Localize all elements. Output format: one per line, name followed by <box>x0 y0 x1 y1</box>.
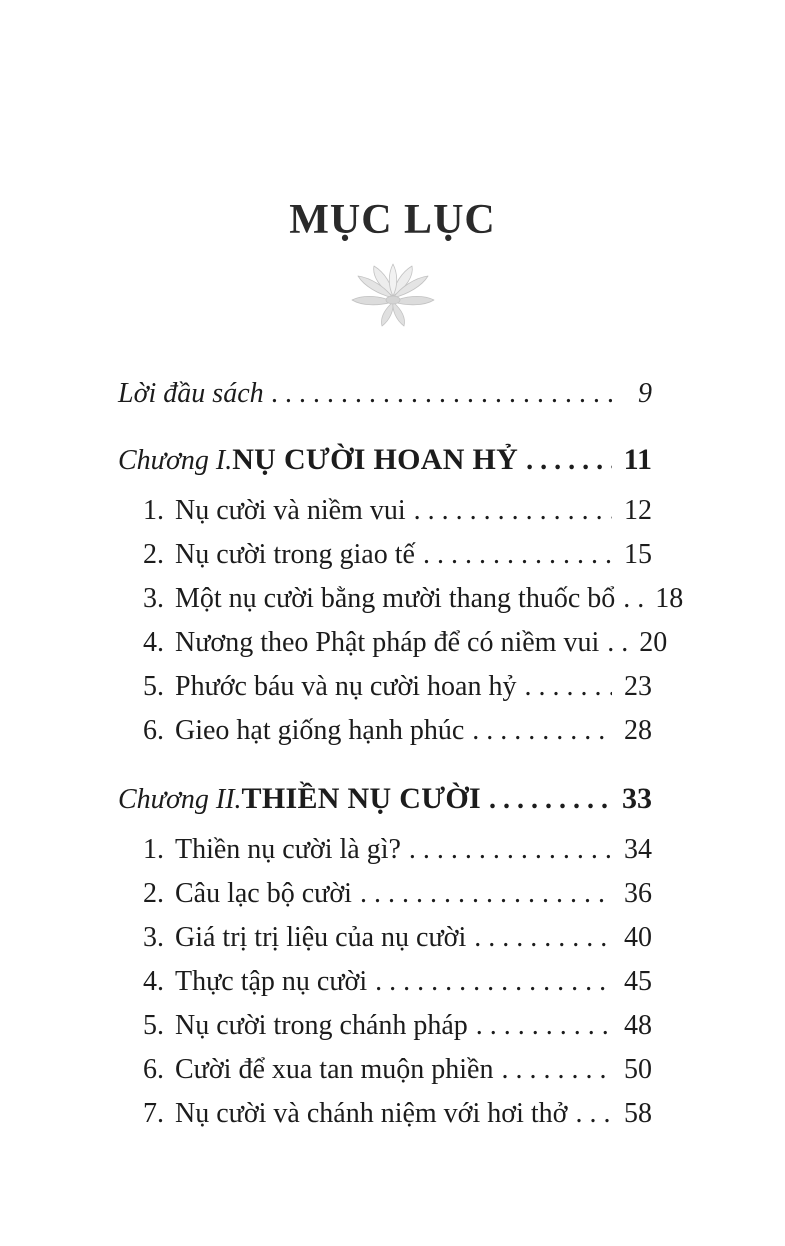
toc-entry-page: 48 <box>624 1010 652 1041</box>
toc-entry-number: 7. <box>143 1098 164 1129</box>
toc-entry-page: 12 <box>624 495 652 526</box>
toc-entry-label: Giá trị trị liệu của nụ cười <box>175 922 467 953</box>
toc-entry <box>118 916 652 960</box>
toc-entry-page: 18 <box>655 583 684 614</box>
toc-entry <box>118 1092 652 1136</box>
dot-leader <box>423 533 612 577</box>
toc-entry-label: Nụ cười trong chánh pháp <box>175 1010 468 1041</box>
chapter-title: NỤ CƯỜI HOAN HỶ <box>232 443 519 476</box>
chapter-page: 33 <box>622 782 652 815</box>
dot-leader <box>472 709 612 753</box>
page-title: MỤC LỤC <box>289 197 496 243</box>
toc-entry-number: 4. <box>143 627 164 658</box>
toc-entry-page: 40 <box>624 922 652 953</box>
dot-leader <box>607 621 627 665</box>
toc-entry-number: 6. <box>143 715 164 746</box>
dot-leader <box>623 577 643 621</box>
toc-entry-number: 4. <box>143 966 164 997</box>
toc-entry-number: 2. <box>143 878 164 909</box>
toc-entry-label: Nụ cười trong giao tế <box>175 539 415 570</box>
lotus-icon <box>350 262 436 328</box>
toc-entry <box>118 665 652 709</box>
toc-entry <box>118 709 652 753</box>
toc-entry-label: Phước báu và nụ cười hoan hỷ <box>175 671 517 702</box>
toc-entry-page: 50 <box>624 1054 652 1085</box>
toc-entry-page: 20 <box>639 627 668 658</box>
chapter-label: Chương I. <box>118 445 233 476</box>
toc-entry-label: Nụ cười và niềm vui <box>175 495 406 526</box>
toc-entry-page: 15 <box>624 539 652 570</box>
toc-entry-number: 3. <box>143 922 164 953</box>
toc-entry <box>118 489 652 533</box>
dot-leader <box>474 916 612 960</box>
toc-entry-number: 5. <box>143 671 164 702</box>
dot-leader <box>502 1048 613 1092</box>
toc-entry <box>118 960 652 1004</box>
toc-entry-number: 1. <box>143 834 164 865</box>
dot-leader <box>575 1092 612 1136</box>
toc-chapter-2-heading <box>118 777 652 822</box>
toc-entry <box>118 577 684 621</box>
toc-entry-page: 36 <box>624 878 652 909</box>
dot-leader <box>414 489 612 533</box>
toc-entry-page: 23 <box>624 671 652 702</box>
toc-entry <box>118 533 652 577</box>
toc-entry-page: 45 <box>624 966 652 997</box>
toc-entry <box>118 1004 652 1048</box>
lotus-decoration <box>0 262 785 328</box>
toc-entry <box>118 1048 652 1092</box>
toc-entry-front-matter <box>118 372 652 416</box>
toc-entry <box>118 828 652 872</box>
toc-entry <box>118 872 652 916</box>
toc-entry-number: 6. <box>143 1054 164 1085</box>
toc-entry-label: Cười để xua tan muộn phiền <box>175 1054 494 1085</box>
toc-entry <box>118 621 668 665</box>
chapter-label: Chương II. <box>118 784 242 815</box>
toc-chapter-1-heading <box>118 438 652 483</box>
dot-leader <box>524 665 612 709</box>
chapter-page: 11 <box>623 443 652 476</box>
dot-leader <box>476 1004 612 1048</box>
toc-entry-label: Thiền nụ cười là gì? <box>175 834 401 865</box>
toc-entry-number: 5. <box>143 1010 164 1041</box>
dot-leader <box>409 828 612 872</box>
toc-entry-label: Nụ cười và chánh niệm với hơi thở <box>175 1098 568 1129</box>
toc-entry-page: 34 <box>624 834 652 865</box>
dot-leader <box>360 872 612 916</box>
toc-entry-label: Câu lạc bộ cười <box>175 878 352 909</box>
toc-entry-label: Lời đầu sách <box>118 378 264 409</box>
toc-entry-label: Thực tập nụ cười <box>175 966 368 997</box>
toc-entry-label: Nương theo Phật pháp để có niềm vui <box>175 627 600 658</box>
chapter-title: THIỀN NỤ CƯỜI <box>241 782 482 815</box>
dot-leader <box>375 960 612 1004</box>
toc-entry-label: Gieo hạt giống hạnh phúc <box>175 715 465 746</box>
dot-leader <box>526 439 612 483</box>
table-of-contents <box>118 372 684 1136</box>
toc-entry-page: 28 <box>624 715 652 746</box>
toc-entry-page: 9 <box>638 378 652 409</box>
dot-leader <box>489 778 612 822</box>
dot-leader <box>272 372 612 416</box>
toc-entry-number: 3. <box>143 583 164 614</box>
toc-entry-label: Một nụ cười bằng mười thang thuốc bổ <box>175 583 616 614</box>
toc-entry-page: 58 <box>624 1098 652 1129</box>
toc-entry-number: 1. <box>143 495 164 526</box>
toc-entry-number: 2. <box>143 539 164 570</box>
